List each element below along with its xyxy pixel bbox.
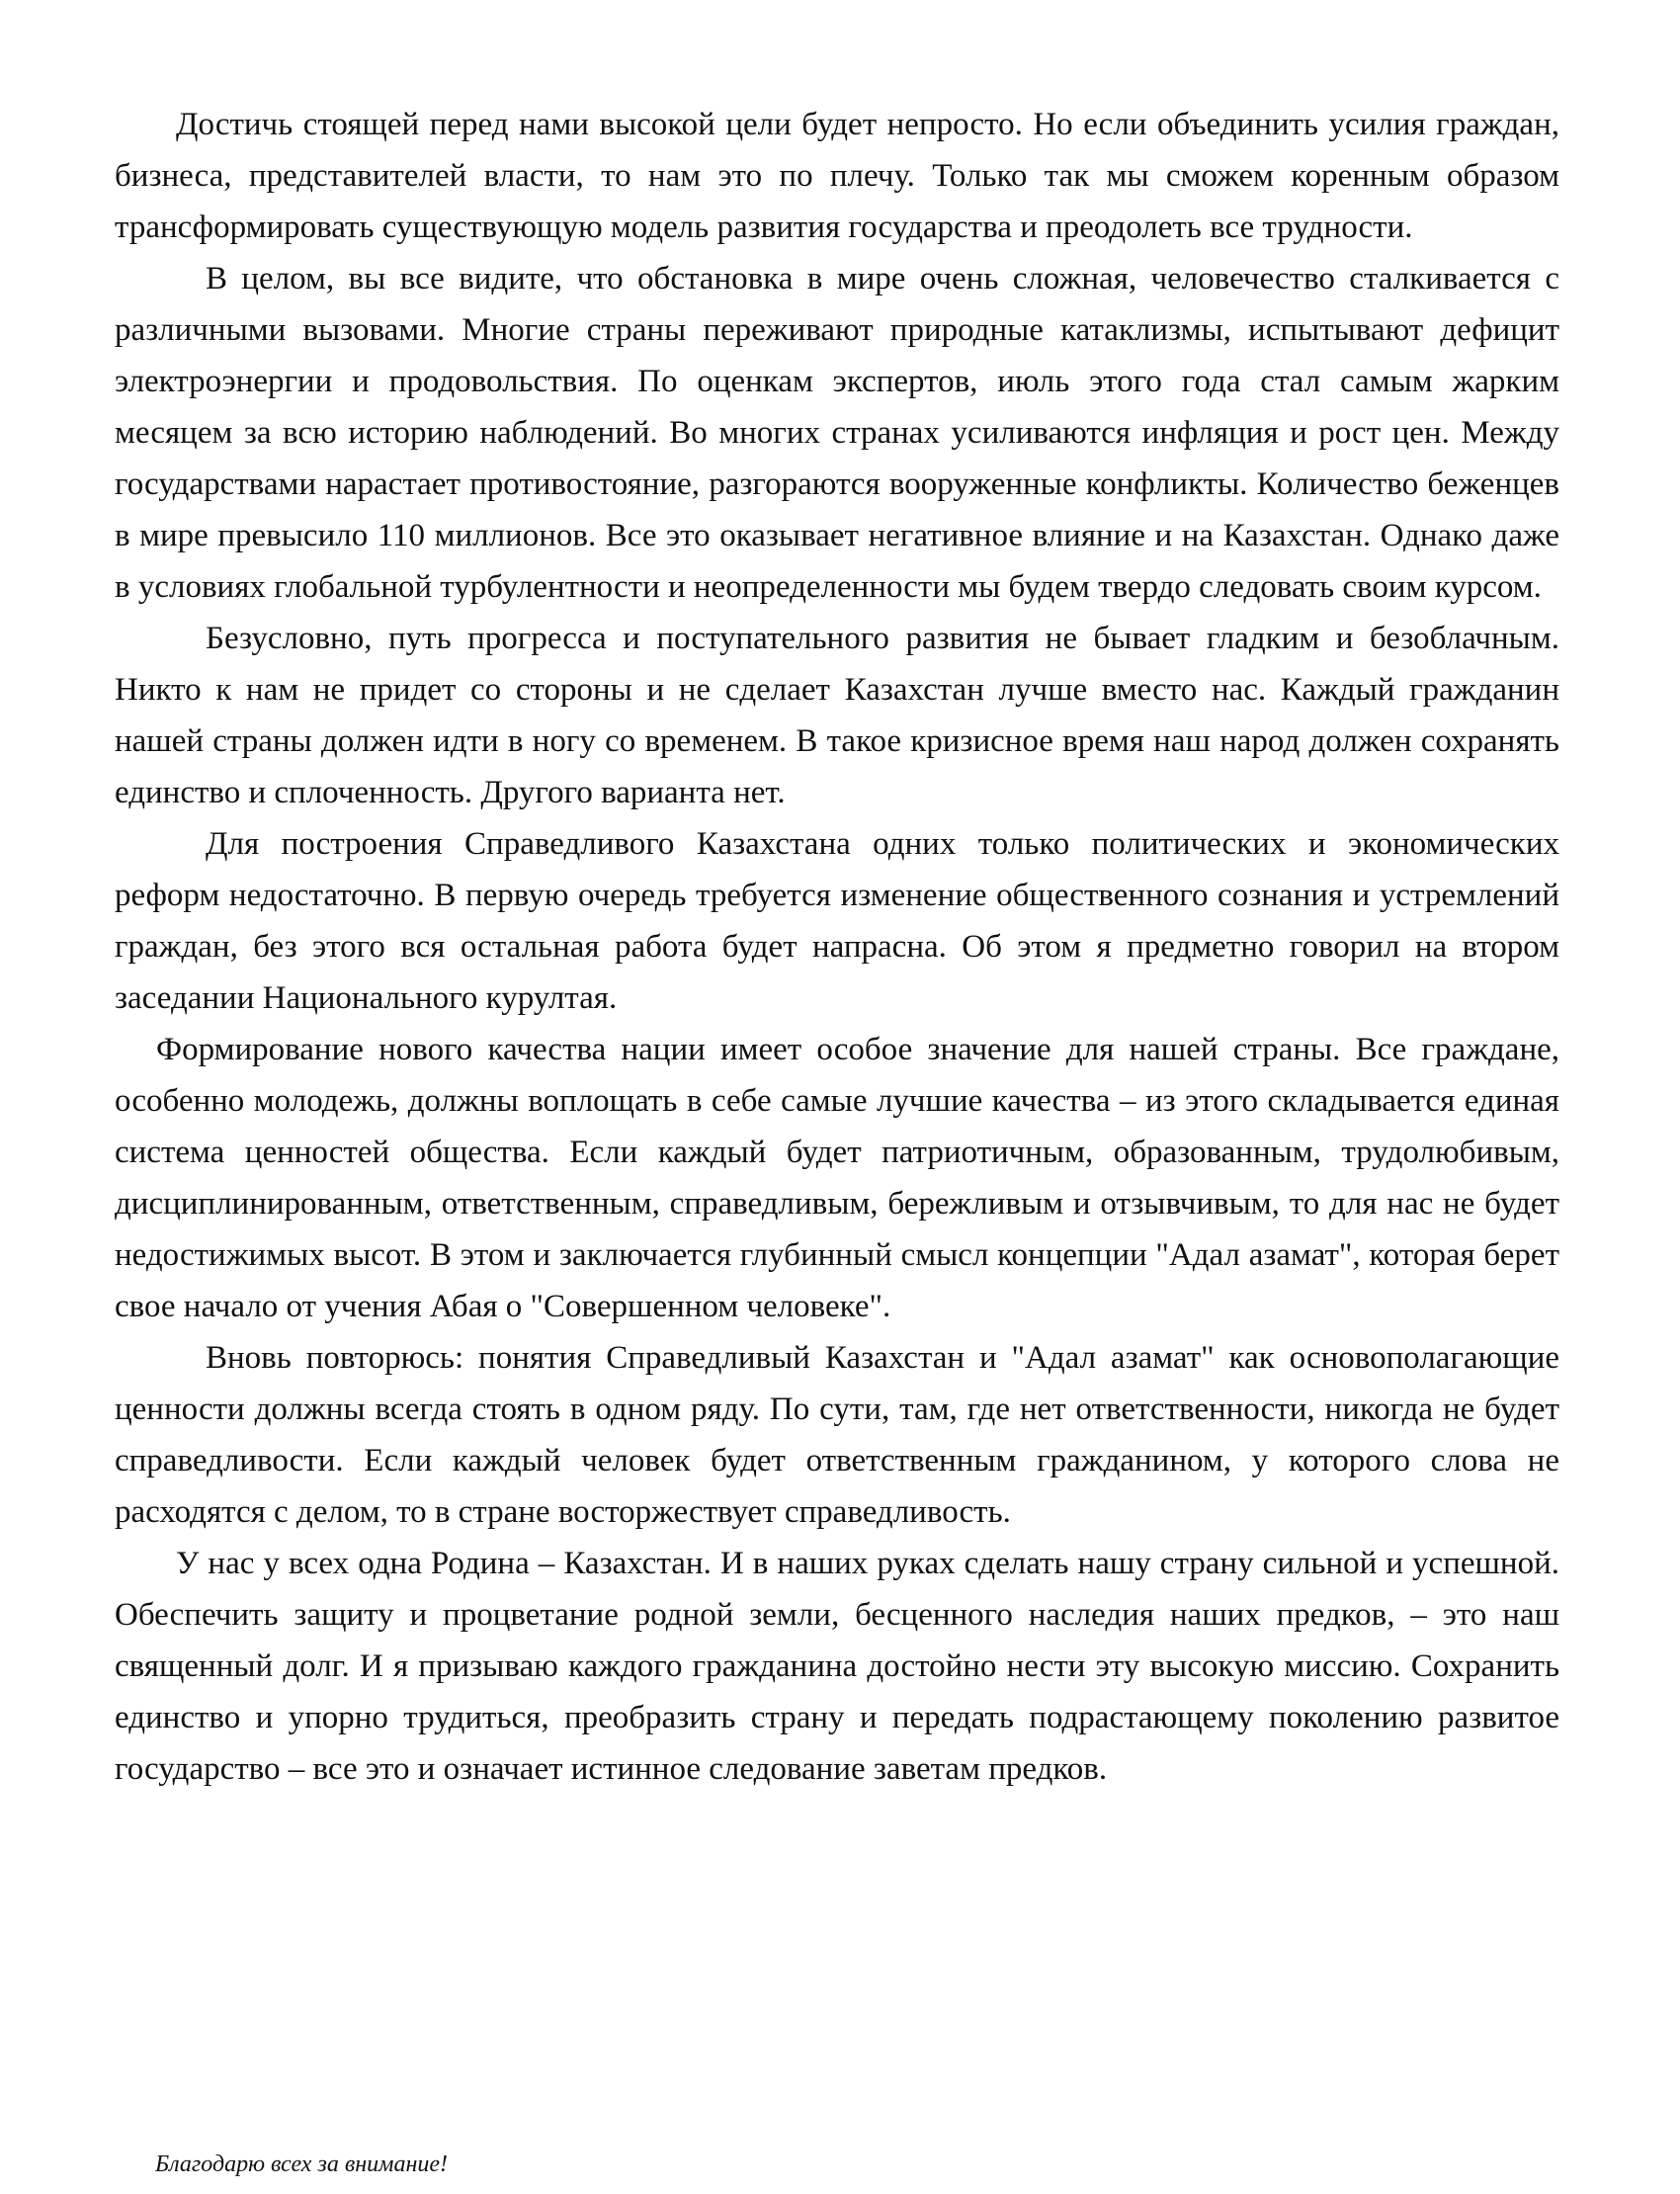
paragraph-7: У нас у всех одна Родина – Казахстан. И в наших руках сделать нашу страну сильной и успешной. Обеспечить защиту и процветание родной земли, бесценного наследия наших предков, – это наш священный долг. И я призываю каждого гражданина достойно нести эту высокую миссию. Сохранить единство и упорно трудиться, преобразить страну и передать подрастающему поколению развитое государство – все это и означает истинное следование заветам предков. bbox=[115, 1546, 1559, 1787]
paragraph-3: Безусловно, путь прогресса и поступательного развития не бывает гладким и безоблачным. Никто к нам не придет со стороны и не сделает Казахстан лучше вместо нас. Каждый гражданин нашей страны должен идти в ногу со временем. В такое кризисное время наш народ должен сохранять единство и сплоченность. Другого варианта нет. bbox=[115, 621, 1559, 810]
paragraph-1: Достичь стоящей перед нами высокой цели будет непросто. Но если объединить усилия граждан, бизнеса, представителей власти, то нам это по плечу. Только так мы сможем коренным образом трансформировать существующую модель развития государства и преодолеть все трудности. bbox=[115, 107, 1559, 245]
paragraph-4: Для построения Справедливого Казахстана одних только политических и экономических реформ недостаточно. В первую очередь требуется изменение общественного сознания и устремлений граждан, без этого вся остальная работа будет напрасна. Об этом я предметно говорил на втором заседании Национального курултая. bbox=[115, 826, 1559, 1016]
document-body bbox=[115, 99, 1559, 1795]
paragraph-2: В целом, вы все видите, что обстановка в мире очень сложная, человечество сталкивается с различными вызовами. Многие страны переживают природные катаклизмы, испытывают дефицит электроэнергии и продовольствия. По оценкам экспертов, июль этого года стал самым жарким месяцем за всю историю наблюдений. Во многих странах усиливаются инфляция и рост цен. Между государствами нарастает противостояние, разгораются вооруженные конфликты. Количество беженцев в мире превысило 110 миллионов. Все это оказывает негативное влияние и на Казахстан. Однако даже в условиях глобальной турбулентности и неопределенности мы будем твердо следовать своим курсом. bbox=[115, 261, 1559, 605]
paragraph-6: Вновь повторюсь: понятия Справедливый Казахстан и "Адал азамат" как основополагающие ценности должны всегда стоять в одном ряду. По сути, там, где нет ответственности, никогда не будет справедливости. Если каждый человек будет ответственным гражданином, у которого слова не расходятся с делом, то в стране восторжествует справедливость. bbox=[115, 1340, 1559, 1530]
paragraph-5: Формирование нового качества нации имеет особое значение для нашей страны. Все граждане, особенно молодежь, должны воплощать в себе самые лучшие качества – из этого складывается единая система ценностей общества. Если каждый будет патриотичным, образованным, трудолюбивым, дисциплинированным, ответственным, справедливым, бережливым и отзывчивым, то для нас не будет недостижимых высот. В этом и заключается глубинный смысл концепции "Адал азамат", которая берет свое начало от учения Абая о "Совершенном человеке". bbox=[115, 1032, 1559, 1324]
closing-remark: Благодарю всех за внимание! bbox=[155, 2152, 449, 2177]
